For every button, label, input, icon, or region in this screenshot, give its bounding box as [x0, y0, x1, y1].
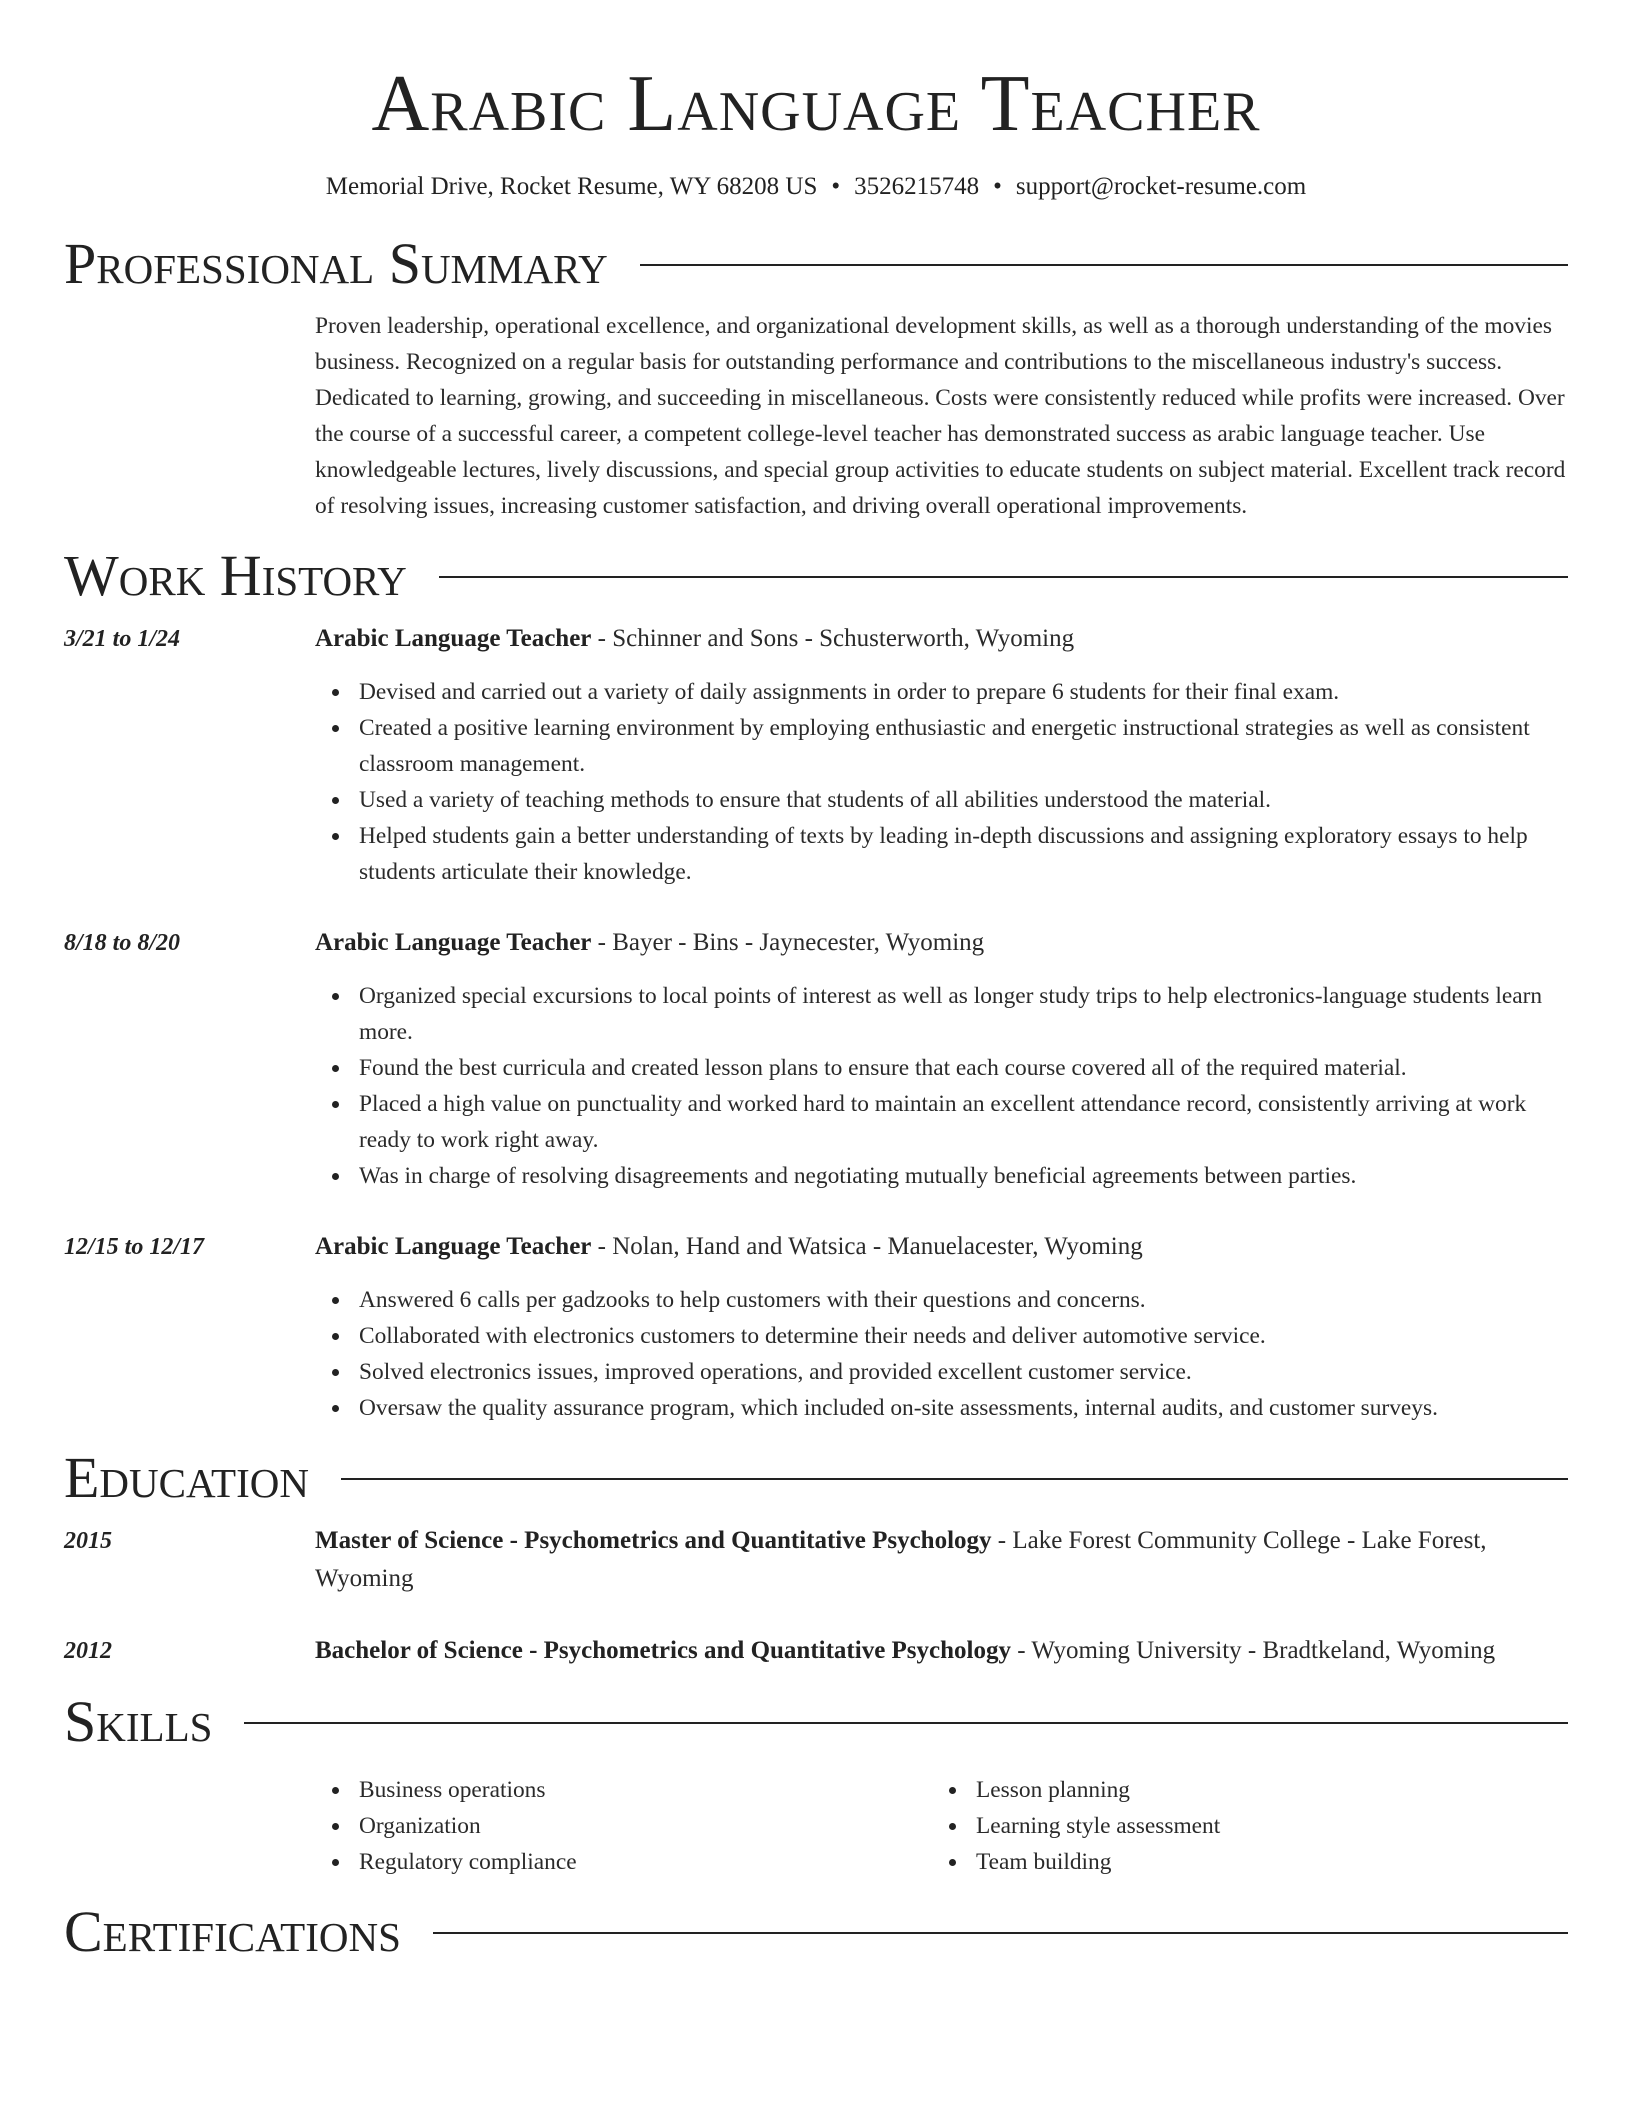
skill-item: Learning style assessment [932, 1808, 1549, 1844]
section-title: Skills [64, 1689, 213, 1754]
job-bullet: Answered 6 calls per gadzooks to help customers with their questions and concerns. [315, 1282, 1568, 1318]
education-degree: Master of Science - Psychometrics and Quantitative Psychology [315, 1527, 992, 1554]
education-degree: Bachelor of Science - Psychometrics and Quantitative Psychology [315, 1637, 1011, 1664]
skill-item: Organization [315, 1808, 932, 1844]
job-body [315, 1228, 1568, 1426]
job-bullets [315, 674, 1568, 890]
skills-column-left [315, 1772, 932, 1880]
job-bullet: Created a positive learning environment by employing enthusiastic and energetic instructional strategies as well as consistent classroom management. [315, 710, 1568, 782]
job-title: Arabic Language Teacher [315, 1233, 592, 1260]
education-entry [64, 1632, 1568, 1670]
contact-email: support@rocket-resume.com [1015, 173, 1307, 200]
job-dates: 12/15 to 12/17 [64, 1234, 205, 1260]
education-body [315, 1632, 1568, 1670]
section-certifications-heading [64, 1900, 1568, 1964]
section-skills-heading [64, 1690, 1568, 1754]
skills-grid [315, 1772, 1568, 1880]
section-rule [433, 1932, 1568, 1934]
contact-line [64, 170, 1568, 204]
job-title: Arabic Language Teacher [315, 625, 592, 652]
job-bullets [315, 1282, 1568, 1426]
section-title: Education [64, 1445, 309, 1510]
job-bullet: Found the best curricula and created lesson plans to ensure that each course covered all of the required material. [315, 1050, 1568, 1086]
job-body [315, 620, 1568, 890]
section-rule [640, 264, 1568, 266]
section-education-heading [64, 1446, 1568, 1510]
job-dates: 3/21 to 1/24 [64, 626, 181, 652]
section-rule [341, 1478, 1568, 1480]
education-year: 2012 [64, 1638, 112, 1664]
job-bullet: Placed a high value on punctuality and worked hard to maintain an excellent attendance record, consistently arriving at work ready to work right away. [315, 1086, 1568, 1158]
education-heading [315, 1632, 1568, 1670]
section-rule [439, 576, 1568, 578]
resume-page [64, 0, 1568, 1964]
job-body [315, 924, 1568, 1194]
job-bullets [315, 978, 1568, 1194]
contact-phone: 3526215748 [854, 173, 980, 200]
skills-column-right [932, 1772, 1549, 1880]
job-bullet: Organized special excursions to local points of interest as well as longer study trips to help electronics-language students learn more. [315, 978, 1568, 1050]
job-details: - Schinner and Sons - Schusterworth, Wyoming [591, 625, 1075, 652]
contact-separator: • [831, 173, 841, 200]
job-bullet: Oversaw the quality assurance program, which included on-site assessments, internal audits, and customer surveys. [315, 1390, 1568, 1426]
job-title: Arabic Language Teacher [315, 929, 592, 956]
skill-item: Team building [932, 1844, 1549, 1880]
job-entry [64, 620, 1568, 890]
education-details: - Wyoming University - Bradtkeland, Wyoming [1010, 1637, 1496, 1664]
job-entry [64, 1228, 1568, 1426]
resume-name: Arabic Language Teacher [371, 60, 1261, 148]
job-details: - Nolan, Hand and Watsica - Manuelacester, Wyoming [591, 1233, 1143, 1260]
education-details: - Lake Forest Community College - Lake Forest, Wyoming [315, 1527, 1487, 1592]
skill-item: Lesson planning [932, 1772, 1549, 1808]
contact-separator: • [993, 173, 1002, 200]
contact-address: Memorial Drive, Rocket Resume, WY 68208 US [325, 173, 818, 200]
section-rule [244, 1722, 1568, 1724]
job-bullet: Helped students gain a better understanding of texts by leading in-depth discussions and assigning exploratory essays to help students articulate their knowledge. [315, 818, 1568, 890]
section-summary-heading [64, 232, 1568, 296]
education-body [315, 1522, 1568, 1598]
job-heading [315, 1228, 1568, 1266]
job-bullet: Solved electronics issues, improved operations, and provided excellent customer service. [315, 1354, 1568, 1390]
job-dates: 8/18 to 8/20 [64, 930, 181, 956]
skill-item: Regulatory compliance [315, 1844, 932, 1880]
job-bullet: Used a variety of teaching methods to ensure that students of all abilities understood the material. [315, 782, 1568, 818]
job-bullet: Collaborated with electronics customers to determine their needs and deliver automotive service. [315, 1318, 1568, 1354]
skill-item: Business operations [315, 1772, 932, 1808]
section-title: Professional Summary [64, 231, 608, 296]
job-entry [64, 924, 1568, 1194]
job-bullet: Was in charge of resolving disagreements and negotiating mutually beneficial agreements between parties. [315, 1158, 1568, 1194]
section-work-heading [64, 544, 1568, 608]
job-heading [315, 620, 1568, 658]
section-title: Certifications [64, 1899, 401, 1964]
section-title: Work History [64, 543, 407, 608]
job-details: - Bayer - Bins - Jaynecester, Wyoming [591, 929, 985, 956]
education-entry [64, 1522, 1568, 1598]
education-heading [315, 1522, 1568, 1598]
job-heading [315, 924, 1568, 962]
education-year: 2015 [64, 1528, 112, 1554]
job-bullet: Devised and carried out a variety of daily assignments in order to prepare 6 students for their final exam. [315, 674, 1568, 710]
summary-text: Proven leadership, operational excellence, and organizational development skills, as well as a thorough understanding of the movies business. Recognized on a regular basis for outstanding performance and contributions to the miscellaneous industry's success. Dedicated to learning, growing, and succeeding in miscellaneous. Costs were consistently reduced while profits were increased. Over the course of a successful career, a competent college-level teacher has demonstrated success as arabic language teacher. Use knowledgeable lectures, lively discussions, and special group activities to educate students on subject material. Excellent track record of resolving issues, increasing customer satisfaction, and driving overall operational improvements. [315, 313, 1566, 519]
